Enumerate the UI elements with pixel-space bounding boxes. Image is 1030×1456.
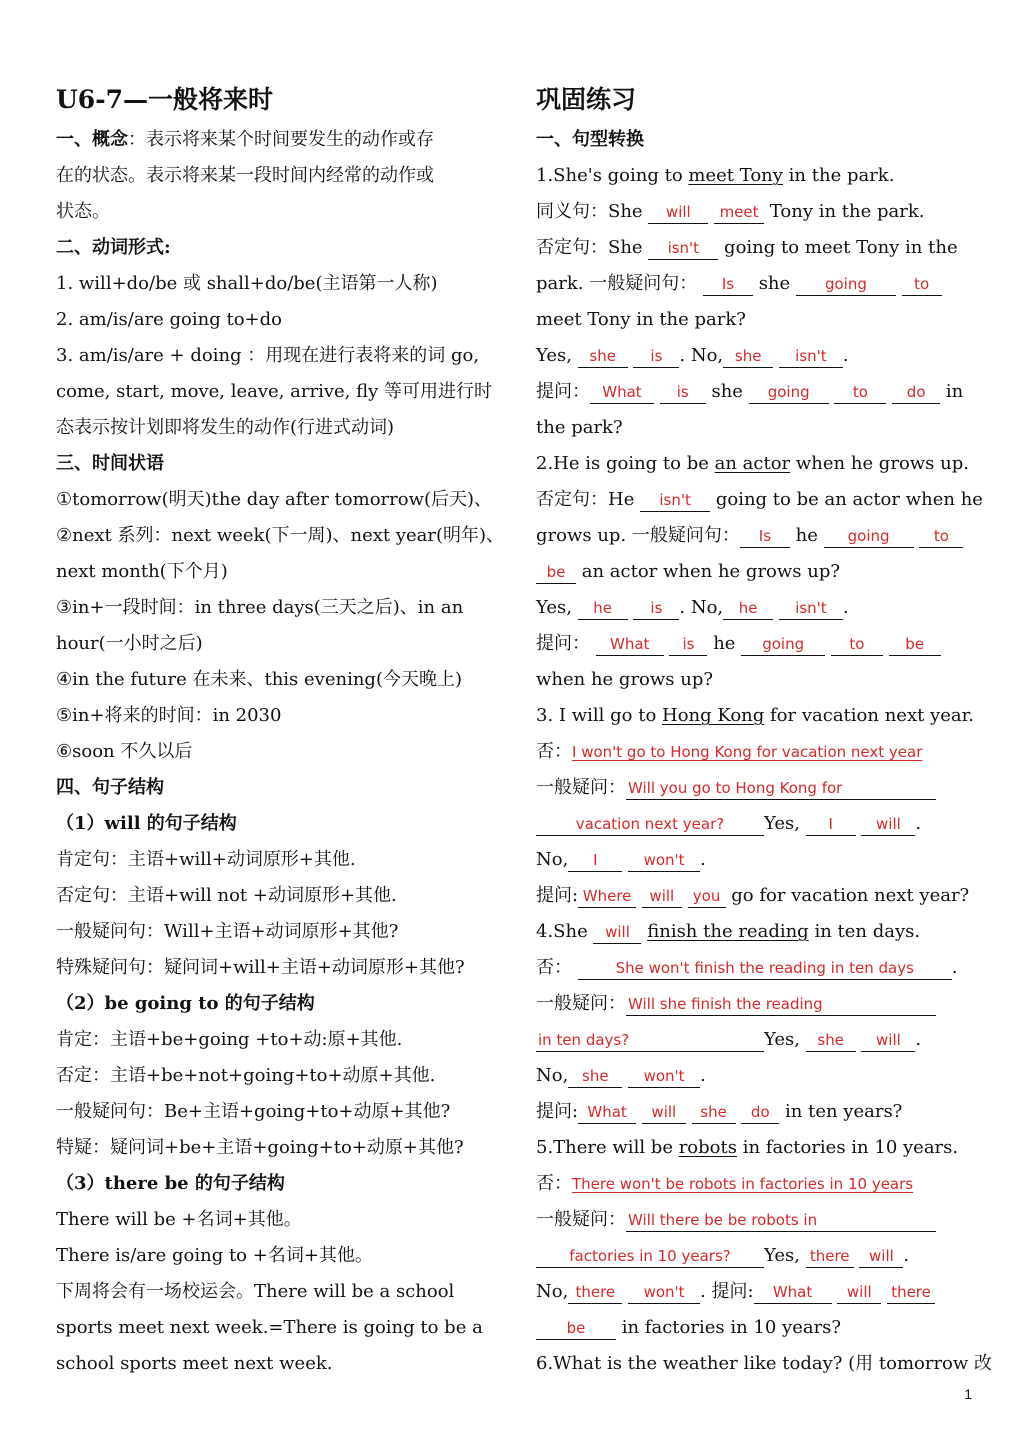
concept-text: ：表示将来某个时间要发生的动作或存 [128, 129, 434, 150]
concept-line [56, 122, 506, 158]
answer-blank: going [741, 633, 825, 656]
text-line: 2. am/is/are going to+do [56, 309, 282, 330]
text-line: 一般疑问句：Be+主语+going+to+动原+其他? [56, 1101, 451, 1122]
exercise-sentence [536, 914, 1016, 950]
punctuation: . [915, 813, 922, 834]
sentence-text: for vacation next year. [764, 705, 974, 726]
answer-blank: will [837, 1281, 881, 1304]
left-column [56, 78, 506, 1382]
answer-blank: Will she finish the reading [626, 993, 936, 1016]
text-line: the park? [536, 417, 623, 438]
text-line: 特疑：疑问词+be+主语+going+to+动原+其他? [56, 1137, 464, 1158]
answer-blank: there [887, 1281, 935, 1304]
answer-line [536, 806, 1016, 842]
sentence-text: he [713, 633, 736, 654]
exercise-sentence [536, 446, 1016, 482]
text-line: 肯定：主语+be+going +to+动:原+其他. [56, 1029, 403, 1050]
sentence-text: she [758, 273, 791, 294]
prompt-text: No, [536, 1065, 569, 1086]
text-line: hour(一小时之后) [56, 633, 203, 654]
subsection-heading: （2）be going to 的句子结构 [56, 993, 315, 1014]
answer-line [536, 842, 1016, 878]
punctuation: . [915, 1029, 922, 1050]
answer-blank: What [596, 633, 664, 656]
text-line: ⑥soon 不久以后 [56, 741, 193, 762]
text-line: 一般疑问句：Will+主语+动词原形+其他? [56, 921, 399, 942]
answer-blank: there [568, 1281, 622, 1304]
prompt-text: No, [536, 1281, 569, 1302]
answer-line [536, 1094, 1016, 1130]
text-line: There will be +名词+其他。 [56, 1209, 302, 1230]
answer-blank: I [806, 813, 856, 836]
answer-blank: will [642, 1101, 686, 1124]
prompt-text: 否定句：She [536, 237, 643, 258]
answer-blank: meet [714, 201, 764, 224]
answer-blank: won't [628, 849, 700, 872]
answer-blank: will [593, 921, 641, 944]
answer-line [536, 1310, 1016, 1346]
underlined-phrase: meet Tony [688, 165, 783, 186]
answer-blank: She won't finish the reading in ten days [578, 957, 952, 980]
text-line: ③in+一段时间：in three days(三天之后)、in an [56, 597, 464, 618]
sentence-text: Tony in the park. [769, 201, 925, 222]
answer-blank: going [749, 381, 829, 404]
answer-line [536, 518, 1016, 554]
subsection-heading: （1）will 的句子结构 [56, 813, 237, 834]
punctuation: . [842, 345, 849, 366]
sentence-text: 1.She's going to [536, 165, 689, 186]
punctuation: . [700, 1065, 706, 1086]
answer-blank: What [754, 1281, 832, 1304]
answer-line [536, 266, 1016, 302]
sentence-text: 5.There will be [536, 1137, 679, 1158]
text-line: ④in the future 在未来、this evening(今天晚上) [56, 669, 462, 690]
sentence-text: when he grows up. [790, 453, 969, 474]
text-line: 状态。 [56, 201, 110, 222]
page-number: 1 [964, 1386, 972, 1402]
answer-blank: isn't [779, 345, 843, 368]
section-heading: 四、句子结构 [56, 777, 164, 798]
answer-blank: factories in 10 years? [536, 1245, 764, 1268]
sentence-text: an actor when he grows up? [581, 561, 841, 582]
text-line: school sports meet next week. [56, 1353, 333, 1374]
answer-blank: I [568, 849, 622, 872]
section-heading: 二、动词形式: [56, 237, 171, 258]
sentence-text: in ten years? [785, 1101, 903, 1122]
answer-blank: do [741, 1101, 779, 1124]
answer-line [536, 230, 1016, 266]
answer-blank: will [648, 201, 708, 224]
answer-blank: there [806, 1245, 854, 1268]
answer-blank: Is [740, 525, 790, 548]
answer-blank: Will you go to Hong Kong for [626, 777, 936, 800]
answer-blank: What [590, 381, 654, 404]
punctuation: . [700, 849, 706, 870]
answer-blank: be [536, 1317, 616, 1340]
answer-line [536, 1274, 1016, 1310]
prompt-text: 一般疑问： [536, 1209, 626, 1230]
answer-line [536, 554, 1016, 590]
text-line: when he grows up? [536, 669, 714, 690]
sentence-text: she [711, 381, 743, 402]
answer-line [536, 482, 1016, 518]
answer-blank: to [919, 525, 963, 548]
answer-blank: he [723, 597, 773, 620]
prompt-text: 一般疑问： [536, 993, 626, 1014]
exercise-sentence [536, 158, 1016, 194]
answer-blank: Will there be be robots in [626, 1209, 936, 1232]
prompt-text: 否定句：He [536, 489, 635, 510]
text-line: ②next 系列：next week(下一周)、next year(明年)、 [56, 525, 505, 546]
sentence-text: 3. I will go to [536, 705, 662, 726]
answer-blank: to [902, 273, 942, 296]
sentence-text: going to be an actor when he [715, 489, 983, 510]
text-line: meet Tony in the park? [536, 309, 746, 330]
answer-blank: she [806, 1029, 856, 1052]
prompt-text: 提问: [536, 885, 579, 906]
prompt-text: Yes, [536, 345, 572, 366]
text-line: 肯定句：主语+will+动词原形+其他. [56, 849, 356, 870]
written-answer: There won't be robots in factories in 10 years [572, 1175, 914, 1193]
answer-blank: do [892, 381, 940, 404]
answer-blank: going [824, 525, 914, 548]
sentence-text: go for vacation next year? [731, 885, 970, 906]
answer-line [536, 590, 1016, 626]
answer-line [536, 1166, 1016, 1202]
punctuation: . [903, 1245, 910, 1266]
text-line: 1. will+do/be 或 shall+do/be(主语第一人称) [56, 273, 438, 294]
prompt-text: No, [536, 849, 569, 870]
answer-blank: she [578, 345, 628, 368]
text-line: 3. am/is/are + doing ：用现在进行表将来的词 go, [56, 345, 480, 366]
underlined-phrase: robots [678, 1137, 737, 1158]
prompt-text: 否： [536, 1173, 572, 1194]
text-line: ①tomorrow(明天)the day after tomorrow(后天)、 [56, 489, 493, 510]
answer-line [536, 194, 1016, 230]
sentence-text: 4.She [536, 921, 588, 942]
answer-blank: is [633, 597, 679, 620]
answer-line [536, 1022, 1016, 1058]
prompt-text: 同义句：She [536, 201, 643, 222]
sentence-text: in the park. [782, 165, 895, 186]
answer-blank: to [834, 381, 886, 404]
prompt-text: Yes, [536, 597, 572, 618]
answer-blank: won't [628, 1065, 700, 1088]
exercise-sentence [536, 698, 1016, 734]
answer-blank: isn't [640, 489, 710, 512]
answer-line [536, 626, 1016, 662]
answer-blank: he [578, 597, 628, 620]
answer-line [536, 734, 1016, 770]
text-line: ⑤in+将来的时间：in 2030 [56, 705, 282, 726]
answer-blank: will [642, 885, 682, 908]
answer-line [536, 1058, 1016, 1094]
answer-line [536, 950, 1016, 986]
answer-blank: she [723, 345, 773, 368]
answer-blank: in ten days? [536, 1029, 764, 1052]
answer-line [536, 374, 1016, 410]
prompt-text: 否： [536, 741, 572, 762]
written-answer: I won't go to Hong Kong for vacation next year [572, 743, 923, 761]
prompt-text: 提问： [536, 633, 590, 654]
answer-blank: will [861, 813, 915, 836]
sentence-text: going to meet Tony in the [724, 237, 958, 258]
answer-blank: she [568, 1065, 622, 1088]
text-line: 否定：主语+be+not+going+to+动原+其他. [56, 1065, 436, 1086]
section-heading: 三、时间状语 [56, 453, 164, 474]
answer-line [536, 338, 1016, 374]
punctuation: . [842, 597, 849, 618]
right-column [536, 78, 1016, 1382]
answer-blank: isn't [648, 237, 718, 260]
prompt-text: 否： [536, 957, 572, 978]
answer-blank: won't [628, 1281, 700, 1304]
exercise-title: 巩固练习 [536, 85, 637, 114]
text-line: 态表示按计划即将发生的动作(行进式动词) [56, 417, 395, 438]
answer-blank: will [861, 1029, 915, 1052]
text-line: There is/are going to +名词+其他。 [56, 1245, 373, 1266]
answer-blank: vacation next year? [536, 813, 764, 836]
text-line: 下周将会有一场校运会。There will be a school [56, 1281, 455, 1302]
text-line: sports meet next week.=There is going to be a [56, 1317, 483, 1338]
answer-blank: to [831, 633, 883, 656]
exercise-sentence: 6.What is the weather like today? (用 tomorrow 改 [536, 1353, 993, 1374]
answer-line [536, 1202, 1016, 1238]
prompt-text: grows up. 一般疑问句： [536, 525, 740, 546]
prompt-text: Yes, [764, 1029, 800, 1050]
prompt-text: . No, [679, 345, 724, 366]
answer-blank: is [660, 381, 706, 404]
answer-blank: isn't [779, 597, 843, 620]
answer-blank: is [669, 633, 707, 656]
answer-blank: going [796, 273, 896, 296]
underlined-phrase: Hong Kong [662, 705, 765, 726]
answer-blank: Is [703, 273, 753, 296]
concept-heading: 一、概念 [56, 129, 128, 150]
text-line: 特殊疑问句：疑问词+will+主语+动词原形+其他? [56, 957, 465, 978]
answer-line [536, 986, 1016, 1022]
text-line: 否定句：主语+will not +动词原形+其他. [56, 885, 397, 906]
prompt-text: 提问: [536, 1101, 579, 1122]
answer-blank: will [859, 1245, 903, 1268]
text-line: come, start, move, leave, arrive, fly 等可用进行时 [56, 381, 492, 402]
sentence-text: in factories in 10 years. [736, 1137, 959, 1158]
sentence-text: in ten days. [814, 921, 921, 942]
answer-blank: be [889, 633, 941, 656]
answer-line [536, 878, 1016, 914]
prompt-text: 提问： [536, 381, 590, 402]
sentence-text: in [945, 381, 964, 402]
sentence-text: in factories in 10 years? [621, 1317, 842, 1338]
prompt-text: park. 一般疑问句： [536, 273, 698, 294]
section-heading: 一、句型转换 [536, 129, 644, 150]
sentence-text: he [795, 525, 818, 546]
prompt-text: . No, [679, 597, 724, 618]
answer-blank: you [688, 885, 726, 908]
sentence-text: 2.He is going to be [536, 453, 715, 474]
answer-line [536, 770, 1016, 806]
answer-blank: she [692, 1101, 736, 1124]
answer-blank: What [578, 1101, 636, 1124]
underlined-phrase: an actor [714, 453, 791, 474]
answer-blank: Where [578, 885, 636, 908]
prompt-text: Yes, [764, 1245, 800, 1266]
subsection-heading: （3）there be 的句子结构 [56, 1173, 285, 1194]
answer-line [536, 1238, 1016, 1274]
answer-blank: be [536, 561, 576, 584]
answer-blank: is [633, 345, 679, 368]
prompt-text: . 提问: [700, 1281, 754, 1302]
page-title: U6-7—一般将来时 [56, 85, 273, 114]
underlined-phrase: finish the reading [647, 921, 809, 942]
punctuation: . [951, 957, 958, 978]
text-line: 在的状态。表示将来某一段时间内经常的动作或 [56, 165, 434, 186]
prompt-text: 一般疑问： [536, 777, 626, 798]
exercise-sentence [536, 1130, 1016, 1166]
text-line: next month(下个月) [56, 561, 228, 582]
prompt-text: Yes, [764, 813, 800, 834]
